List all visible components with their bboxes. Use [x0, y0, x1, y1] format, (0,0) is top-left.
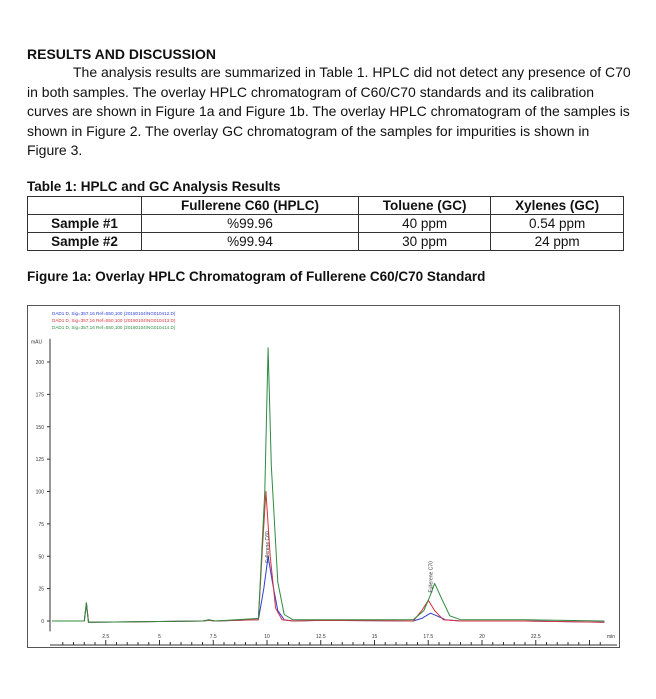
- x-tick-label: 7.5: [209, 633, 217, 640]
- y-tick-label: 0: [41, 618, 44, 625]
- y-tick-label: 150: [35, 424, 44, 431]
- x-tick-label: 22.5: [530, 633, 541, 640]
- results-table: [27, 196, 624, 251]
- x-axis-label: min: [606, 633, 615, 640]
- chart-frame: [28, 305, 620, 647]
- series-line-1: [52, 556, 605, 622]
- y-tick-label: 50: [38, 553, 44, 560]
- header-c60: Fullerene C60 (HPLC): [142, 196, 359, 214]
- y-tick-label: 125: [35, 456, 44, 463]
- header-empty: [28, 196, 142, 214]
- header-xylenes: Xylenes (GC): [491, 196, 624, 214]
- cell: %99.96: [142, 214, 359, 232]
- legend-entry: DAD1 D, Sig=357,16 Ref=550,100 (20180104\NG010414.D): [52, 324, 176, 330]
- x-tick-label: 12.5: [315, 633, 326, 640]
- paragraph-text: The analysis results are summarized in Table 1. HPLC did not detect any presence of C70 in both samples. The overlay HPLC chromatogram of C60/C70 standards and its calibration curves are shown in Figure 1a and Figure 1b. The overlay HPLC chromatogram of the samples is shown in Figure 2. The overlay GC chromatogram of the samples for impurities is shown in Figure 3.: [27, 64, 631, 158]
- row-label: Sample #2: [28, 232, 142, 250]
- header-toluene: Toluene (GC): [359, 196, 491, 214]
- legend-entry: DAD1 D, Sig=357,16 Ref=550,100 (20180104\NG010412.D): [52, 310, 176, 316]
- cell: 30 ppm: [359, 232, 491, 250]
- table-caption: Table 1: HPLC and GC Analysis Results: [27, 178, 281, 194]
- cell: 0.54 ppm: [491, 214, 624, 232]
- y-tick-label: 100: [35, 489, 44, 495]
- row-label: Sample #1: [28, 214, 142, 232]
- peak-label: Fullerene C70: [428, 560, 435, 593]
- y-tick-label: 200: [35, 359, 44, 366]
- x-tick-label: 20: [479, 633, 485, 640]
- x-tick-label: 15: [371, 633, 378, 640]
- cell: %99.94: [142, 232, 359, 250]
- cell: 40 ppm: [359, 214, 491, 232]
- document-body: [27, 46, 632, 648]
- table-header-row: [28, 196, 624, 214]
- figure-caption: Figure 1a: Overlay HPLC Chromatogram of Fullerene C60/C70 Standard: [27, 268, 486, 284]
- series-line-3: [52, 347, 605, 622]
- results-paragraph: [27, 63, 632, 161]
- section-heading: RESULTS AND DISCUSSION: [27, 46, 217, 62]
- table-row: [28, 232, 624, 250]
- legend-entry: DAD1 D, Sig=357,16 Ref=550,100 (20180104\NG010413.D): [52, 317, 176, 323]
- series-line-2: [52, 491, 605, 622]
- table-row: [28, 214, 624, 232]
- cell: 24 ppm: [491, 232, 624, 250]
- peak-label: Fullerene C60: [265, 530, 271, 563]
- x-tick-label: 2.5: [102, 633, 110, 640]
- x-tick-label: 5: [158, 633, 161, 640]
- hplc-chromatogram: [27, 305, 620, 648]
- x-tick-label: 10: [264, 633, 270, 640]
- y-tick-label: 175: [35, 391, 44, 398]
- y-axis-label: mAU: [31, 339, 43, 346]
- y-tick-label: 25: [38, 586, 44, 593]
- x-tick-label: 17.5: [423, 633, 434, 640]
- y-tick-label: 75: [38, 521, 44, 528]
